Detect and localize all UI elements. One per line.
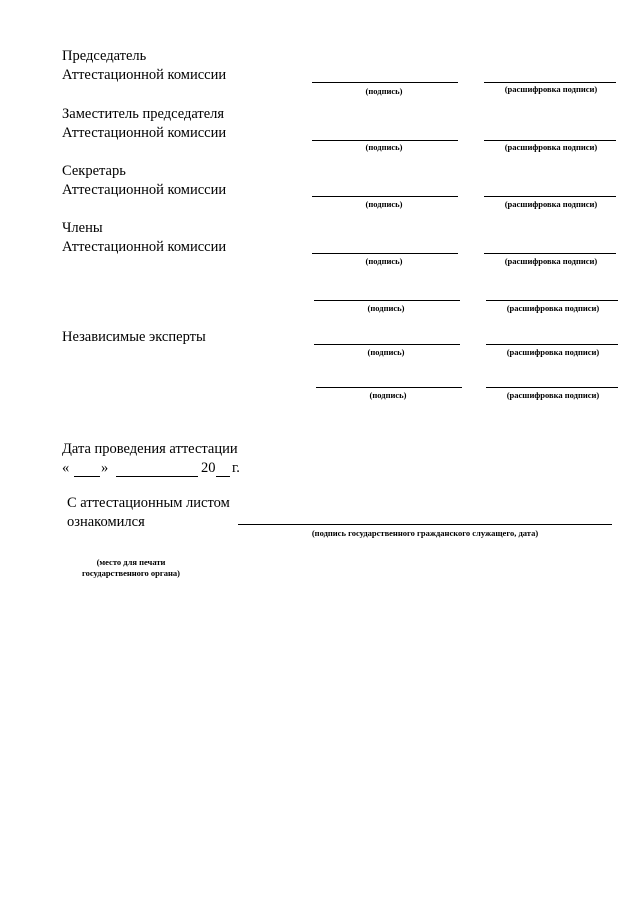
acknowledgement-block bbox=[67, 494, 230, 532]
deputy-commission-label: Аттестационной комиссии bbox=[62, 125, 227, 141]
chairman-signature-caption: (подпись) bbox=[365, 86, 403, 96]
day-blank-line bbox=[74, 476, 100, 477]
deputy-signature-line bbox=[312, 140, 458, 141]
chairman-title bbox=[62, 47, 226, 85]
stamp-placeholder bbox=[66, 557, 196, 579]
member1-decoding-line bbox=[484, 253, 616, 254]
expert1-decoding-caption: (расшифровка подписи) bbox=[506, 347, 600, 357]
year-blank-line bbox=[216, 476, 230, 477]
month-blank-line bbox=[116, 476, 198, 477]
experts-title bbox=[62, 328, 206, 347]
year-prefix: 20 bbox=[201, 460, 216, 476]
chairman-signature-line bbox=[312, 82, 458, 83]
secretary-signature-caption: (подпись) bbox=[365, 199, 403, 209]
acknowledgement-line1: С аттестационным листом bbox=[67, 495, 230, 511]
chairman-label: Председатель bbox=[62, 48, 147, 64]
secretary-decoding-line bbox=[484, 196, 616, 197]
secretary-decoding-caption: (расшифровка подписи) bbox=[504, 199, 598, 209]
secretary-label: Секретарь bbox=[62, 163, 126, 179]
member1-decoding-caption: (расшифровка подписи) bbox=[504, 256, 598, 266]
member2-signature-caption: (подпись) bbox=[367, 303, 405, 313]
acknowledgement-line2: ознакомился bbox=[67, 514, 145, 530]
deputy-decoding-line bbox=[484, 140, 616, 141]
expert2-signature-line bbox=[316, 387, 462, 388]
employee-signature-caption: (подпись государственного гражданского служащего, дата) bbox=[311, 528, 539, 538]
deputy-title bbox=[62, 105, 226, 143]
members-title bbox=[62, 219, 226, 257]
expert2-signature-caption: (подпись) bbox=[369, 390, 407, 400]
quote-close: » bbox=[101, 460, 109, 476]
secretary-commission-label: Аттестационной комиссии bbox=[62, 182, 227, 198]
member1-signature-caption: (подпись) bbox=[365, 256, 403, 266]
members-commission-label: Аттестационной комиссии bbox=[62, 239, 227, 255]
employee-signature-line bbox=[238, 524, 612, 525]
stamp-line1: (место для печати bbox=[96, 557, 166, 567]
chairman-decoding-line bbox=[484, 82, 616, 83]
chairman-commission-label: Аттестационной комиссии bbox=[62, 67, 227, 83]
member2-decoding-line bbox=[486, 300, 618, 301]
deputy-decoding-caption: (расшифровка подписи) bbox=[504, 142, 598, 152]
attestation-date-label: Дата проведения аттестации bbox=[62, 441, 238, 457]
member2-signature-line bbox=[314, 300, 460, 301]
year-suffix: г. bbox=[232, 460, 240, 476]
expert2-decoding-caption: (расшифровка подписи) bbox=[506, 390, 600, 400]
expert1-signature-caption: (подпись) bbox=[367, 347, 405, 357]
stamp-line2: государственного органа) bbox=[82, 568, 180, 578]
member2-decoding-caption: (расшифровка подписи) bbox=[506, 303, 600, 313]
experts-label: Независимые эксперты bbox=[62, 329, 206, 345]
secretary-title bbox=[62, 162, 226, 200]
member1-signature-line bbox=[312, 253, 458, 254]
secretary-signature-line bbox=[312, 196, 458, 197]
deputy-label: Заместитель председателя bbox=[62, 106, 225, 122]
expert1-signature-line bbox=[314, 344, 460, 345]
expert1-decoding-line bbox=[486, 344, 618, 345]
quote-open: « bbox=[62, 460, 70, 476]
chairman-decoding-caption: (расшифровка подписи) bbox=[504, 84, 598, 94]
expert2-decoding-line bbox=[486, 387, 618, 388]
deputy-signature-caption: (подпись) bbox=[365, 142, 403, 152]
members-label: Члены bbox=[62, 220, 103, 236]
